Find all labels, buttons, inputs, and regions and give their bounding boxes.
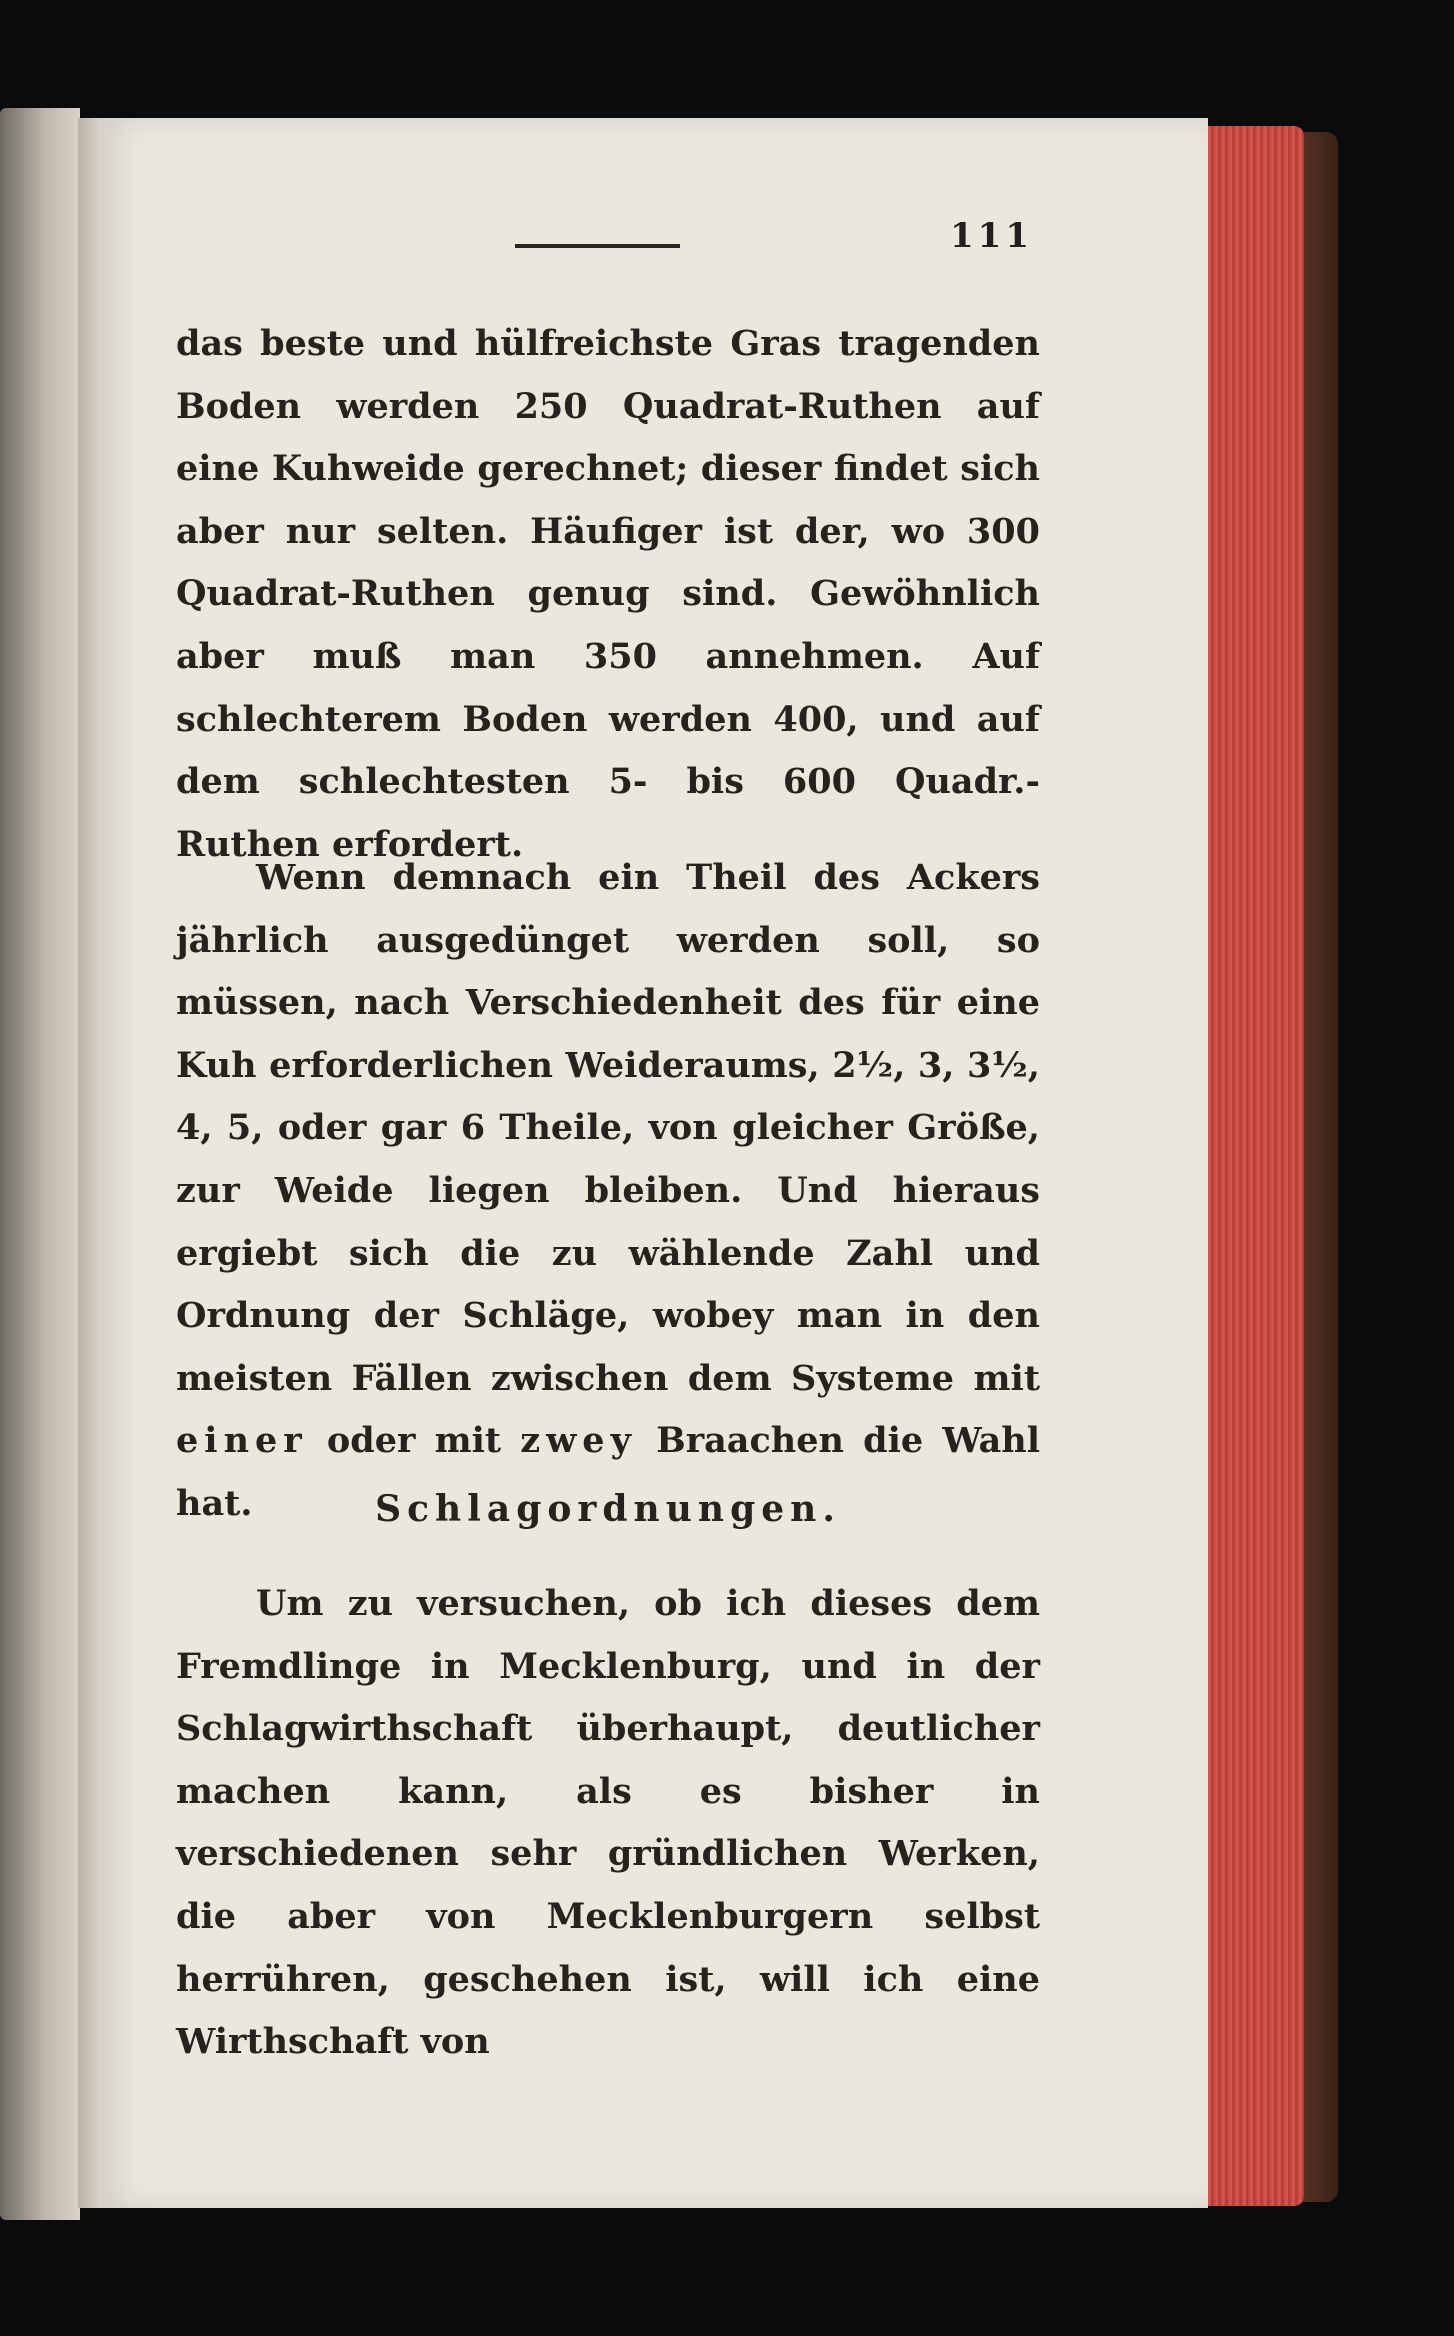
page-number: 111 (950, 216, 1033, 256)
paragraph-1: das beste und hülfreichste Gras tragenden Boden werden 250 Quadrat-Ruthen auf eine Kuhweide gerechnet; dieser findet sich aber nur selten. Häufiger ist der, wo 300 Quadrat-Ruthen genug sind. Gewöhnlich aber muß man 350 annehmen. Auf schlechterem Boden werden 400, und auf dem schlechtesten 5- bis 600 Quadr.-Ruthen erfordert. (176, 323, 1040, 865)
left-page-edge (0, 108, 80, 2220)
red-page-edges (1200, 126, 1304, 2206)
paragraph-2 (176, 847, 1040, 1536)
paragraph-3: Um zu versuchen, ob ich dieses dem Fremdlinge in Mecklenburg, und in der Schlagwirthschaft überhaupt, deutlicher machen kann, als es bisher in verschiedenen sehr gründlichen Werken, die aber von Mecklenburgern selbst herrühren, geschehen ist, will ich eine Wirthschaft von (176, 1583, 1040, 2063)
paragraph-2-part-3: Braachen die Wahl hat. (176, 1420, 1041, 1524)
emphasis-einer: einer (176, 1420, 308, 1462)
header-rule (515, 244, 680, 248)
section-heading: Schlagordnungen. (375, 1488, 841, 1530)
paragraph-2-part-1: Wenn demnach ein Theil des Ackers jährlich ausgedünget werden soll, so müssen, nach Verschiedenheit des für eine Kuh erforderlichen Weideraums, 2½, 3, 3½, 4, 5, oder gar 6 Theile, von gleicher Größe, zur Weide liegen bleiben. Und hieraus ergiebt sich die zu wählende Zahl und Ordnung der Schläge, wobey man in den meisten Fällen zwischen dem Systeme mit (176, 857, 1040, 1399)
emphasis-zwey: zwey (520, 1420, 637, 1462)
paragraph-2-part-2: oder mit (326, 1420, 502, 1462)
